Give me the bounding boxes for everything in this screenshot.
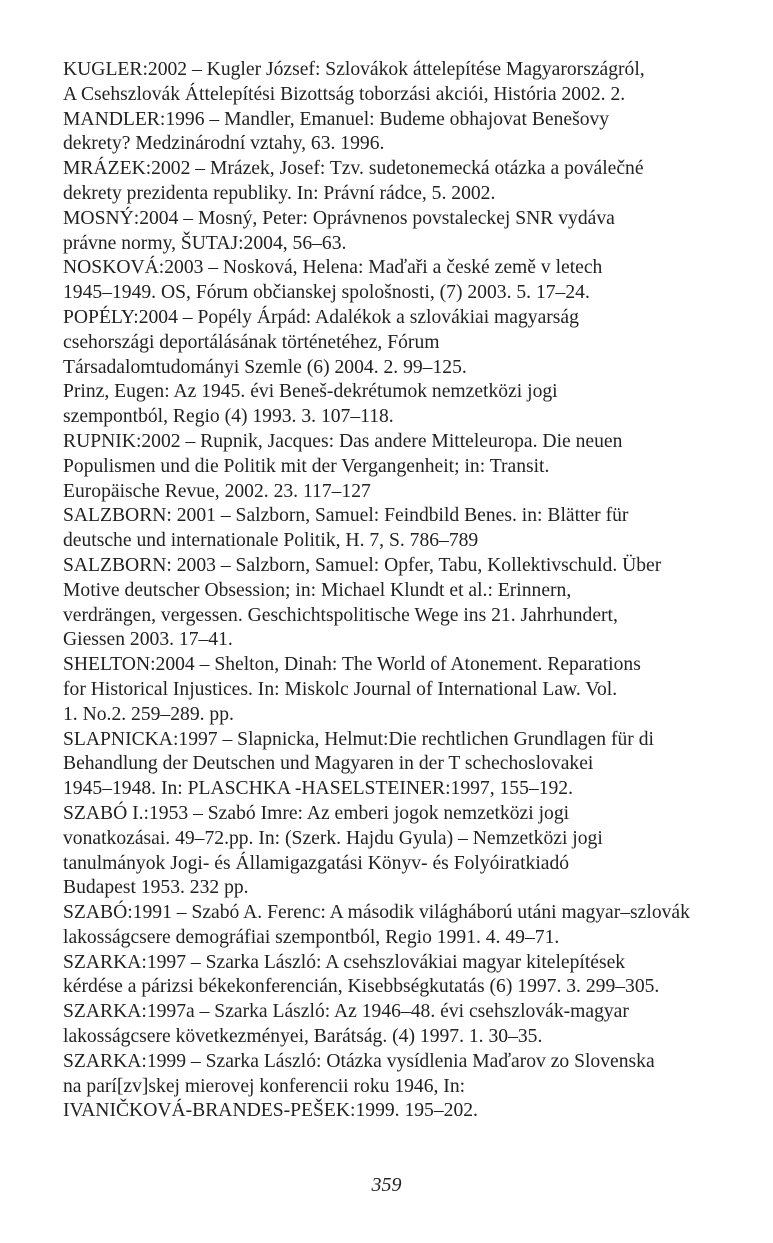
reference-line: SALZBORN: 2003 – Salzborn, Samuel: Opfer, Tabu, Kollektivschuld. Über [63,554,662,576]
reference-line: tanulmányok Jogi- és Államigazgatási Könyv- és Folyóiratkiadó [63,852,570,874]
reference-entry [63,430,725,504]
reference-line: SZARKA:1997 – Szarka László: A csehszlovákiai magyar kitelepítések [63,951,626,973]
reference-entry [63,380,725,430]
reference-line: SZARKA:1999 – Szarka László: Otázka vysídlenia Maďarov zo Slovenska [63,1050,655,1072]
reference-line: POPÉLY:2004 – Popély Árpád: Adalékok a szlovákiai magyarság [63,306,579,328]
reference-entry [63,802,725,901]
reference-entry [63,207,725,257]
reference-line: SZABÓ I.:1953 – Szabó Imre: Az emberi jogok nemzetközi jogi [63,802,570,824]
reference-line: NOSKOVÁ:2003 – Nosková, Helena: Maďaři a české země v letech [63,257,603,279]
reference-entry [63,1000,725,1050]
reference-line: 1945–1948. In: PLASCHKA -HASELSTEINER:1997, 155–192. [63,778,573,800]
reference-entry [63,1050,725,1124]
reference-line: KUGLER:2002 – Kugler József: Szlovákok áttelepítése Magyarországról, [63,59,645,80]
reference-line: SALZBORN: 2001 – Salzborn, Samuel: Feindbild Benes. in: Blätter für [63,505,629,527]
reference-line: MOSNÝ:2004 – Mosný, Peter: Oprávnenos povstaleckej SNR vydáva [63,207,615,229]
reference-line: SZARKA:1997a – Szarka László: Az 1946–48. évi csehszlovák-magyar [63,1001,629,1023]
reference-entry [63,504,725,554]
reference-line: RUPNIK:2002 – Rupnik, Jacques: Das andere Mitteleuropa. Die neuen [63,430,623,452]
reference-line: szempontból, Regio (4) 1993. 3. 107–118. [63,406,394,428]
reference-entry [63,108,725,158]
reference-line: vonatkozásai. 49–72.pp. In: (Szerk. Hajdu Gyula) – Nemzetközi jogi [63,827,603,849]
reference-line: SHELTON:2004 – Shelton, Dinah: The World of Atonement. Reparations [63,654,641,676]
reference-line: na parí[zv]skej mierovej konferencii roku 1946, In: [63,1075,466,1097]
reference-line: dekrety? Medzinárodní vztahy, 63. 1996. [63,133,385,155]
reference-line: právne normy, ŠUTAJ:2004, 56–63. [63,232,347,254]
reference-line: A Csehszlovák Áttelepítési Bizottság toborzási akciói, História 2002. 2. [63,83,626,105]
reference-entry [63,901,725,951]
reference-line: dekrety prezidenta republiky. In: Právní rádce, 5. 2002. [63,182,496,204]
reference-entry [63,256,725,306]
reference-entry [63,157,725,207]
reference-line: Társadalomtudományi Szemle (6) 2004. 2. 99–125. [63,356,467,378]
reference-line: deutsche und internationale Politik, H. 7, S. 786–789 [63,530,479,552]
reference-line: MANDLER:1996 – Mandler, Emanuel: Budeme obhajovat Benešovy [63,108,610,130]
reference-line: IVANIČKOVÁ-BRANDES-PEŠEK:1999. 195–202. [63,1100,478,1122]
reference-line: verdrängen, vergessen. Geschichtspolitische Wege ins 21. Jahrhundert, [63,604,618,626]
reference-entry [63,554,725,653]
reference-entry [63,728,725,802]
reference-line: csehországi deportálásának történetéhez, Fórum [63,331,440,353]
reference-entry [63,951,725,1001]
reference-line: SZABÓ:1991 – Szabó A. Ferenc: A második világháború utáni magyar–szlovák [63,902,690,924]
reference-line: MRÁZEK:2002 – Mrázek, Josef: Tzv. sudetonemecká otázka a poválečné [63,158,644,180]
reference-line: 1945–1949. OS, Fórum občianskej spološnosti, (7) 2003. 5. 17–24. [63,282,590,304]
reference-line: kérdése a párizsi békekonferencián, Kisebbségkutatás (6) 1997. 3. 299–305. [63,976,660,998]
reference-list [63,58,725,1124]
reference-entry [63,653,725,727]
reference-line: Budapest 1953. 232 pp. [63,877,249,899]
reference-line: 1. No.2. 259–289. pp. [63,703,234,725]
reference-entry [63,58,725,108]
reference-line: Behandlung der Deutschen und Magyaren in der T schechoslovakei [63,753,594,775]
reference-line: Giessen 2003. 17–41. [63,629,233,651]
reference-line: lakosságcsere demográfiai szempontból, Regio 1991. 4. 49–71. [63,926,560,948]
reference-line: for Historical Injustices. In: Miskolc Journal of International Law. Vol. [63,678,618,700]
reference-entry [63,306,725,380]
reference-line: SLAPNICKA:1997 – Slapnicka, Helmut:Die rechtlichen Grundlagen für di [63,728,654,750]
reference-line: Prinz, Eugen: Az 1945. évi Beneš-dekrétumok nemzetközi jogi [63,381,558,403]
reference-line: Motive deutscher Obsession; in: Michael Klundt et al.: Erinnern, [63,579,572,601]
page-number: 359 [371,1174,402,1196]
reference-line: Europäische Revue, 2002. 23. 117–127 [63,480,371,502]
reference-line: Populismen und die Politik mit der Vergangenheit; in: Transit. [63,455,550,477]
reference-line: lakosságcsere következményei, Barátság. (4) 1997. 1. 30–35. [63,1026,543,1048]
